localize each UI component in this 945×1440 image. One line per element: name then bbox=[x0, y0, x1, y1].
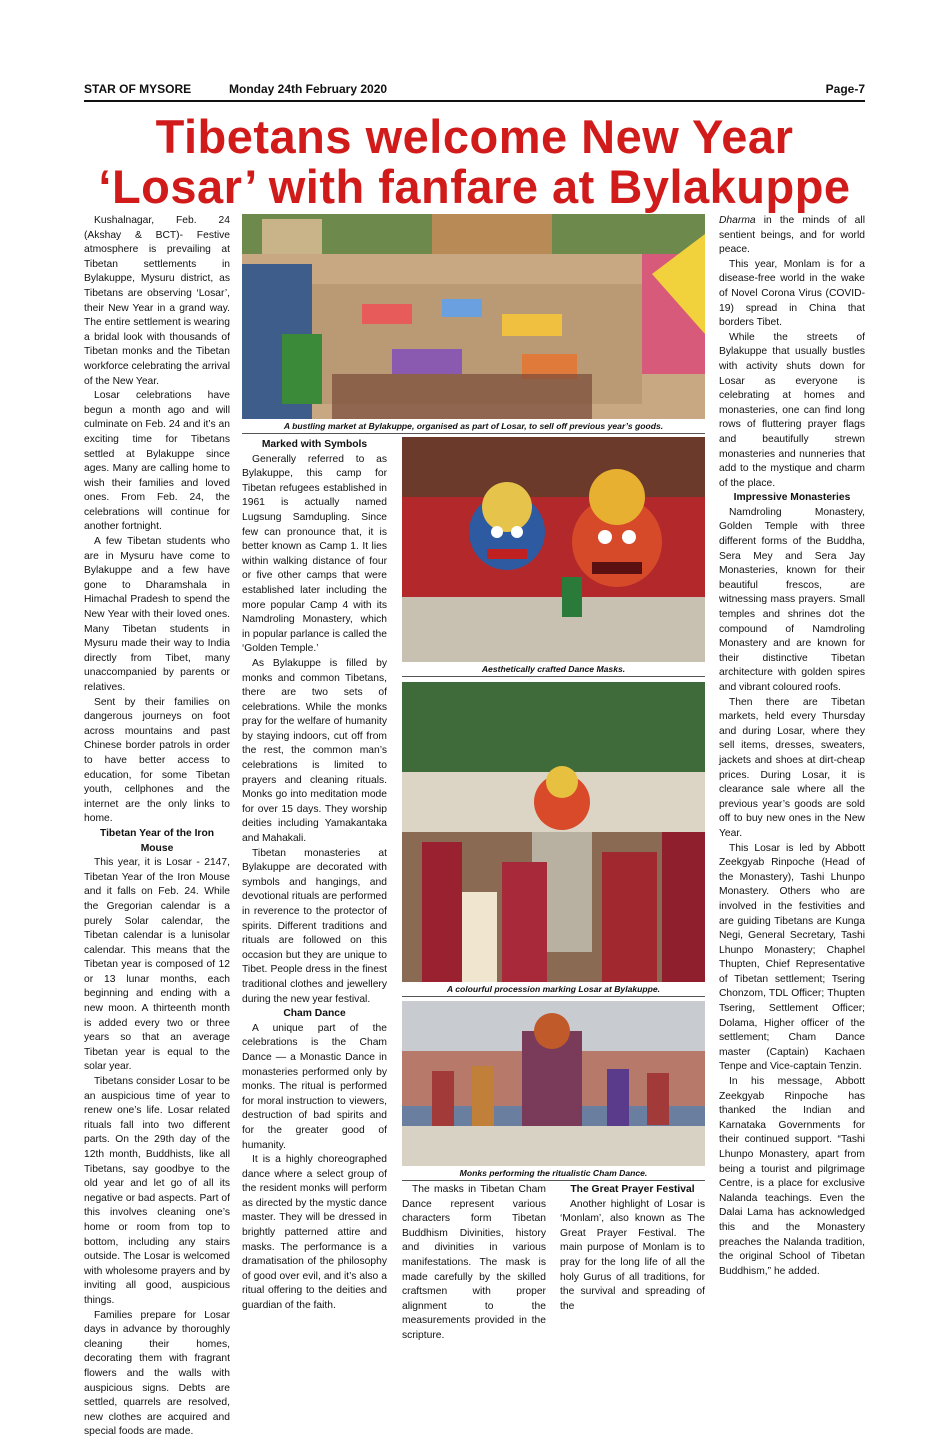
issue-date: Monday 24th February 2020 bbox=[229, 82, 388, 96]
paragraph: Sent by their families on dangerous journeys on foot across mountains and past Chinese border patrols in order to have better access to education, for some Tibetan youth, cellphones and the internet are the only links to home. bbox=[84, 696, 230, 825]
article-column-1 bbox=[84, 214, 230, 1440]
paragraph: This year, Monlam is for a disease-free world in the wake of Novel Corona Virus (COVID-19) spread in China that borders Tibet. bbox=[719, 258, 865, 329]
paragraph: Then there are Tibetan markets, held every Thursday and during Losar, where they sell items, dresses, sweaters, jackets and shoes at dirt-cheap prices. During Losar, it is clearance sale where all the previous year’s goods are sold off to buy new ones in the New Year. bbox=[719, 696, 865, 839]
headline-line-1: Tibetans welcome New Year bbox=[155, 110, 794, 163]
publication-name: STAR OF MYSORE bbox=[84, 82, 192, 96]
subheading: Tibetan Year of the Iron Mouse bbox=[99, 827, 215, 854]
paragraph: This Losar is led by Abbott Zeekgyab Rinpoche (Head of the Monastery), Tashi Lhunpo Monastery. Others who are involved in the festivities and are guiding Tibetans are Kunga Negi, General Secretary, Tashi Lhunpo Monastery; Chaphel Thupten, Chief Representative of Tibetan settlement; Tsering Chonzom, TDL Officer; Thupten Tsering, Settlement Officer; Dolama, Higher officer of the settlement; Cham Dance master (Captain) Kachaen Tenpe and Vice-captain Tenzin. bbox=[719, 842, 865, 1073]
dharma-italic: Dharma bbox=[719, 215, 756, 226]
paragraph: Losar celebrations have begun a month ago and will culminate on Feb. 24 and it’s an exciting time for Tibetans settled at Bylakuppe since ages. Many are calling home to wish their families and loved ones. From Feb. 24, the celebrations will continue for another fortnight. bbox=[84, 390, 230, 533]
procession-caption: A colourful procession marking Losar at Bylakuppe. bbox=[446, 984, 661, 994]
subheading: Impressive Monasteries bbox=[733, 492, 851, 504]
article-column-4 bbox=[560, 1183, 705, 1314]
article-column-3 bbox=[402, 1183, 546, 1344]
cham-dance-caption: Monks performing the ritualistic Cham Dance. bbox=[459, 1168, 648, 1178]
paragraph: Families prepare for Losar days in advance by thoroughly cleaning their homes, decorating them with fragrant flowers and the walls with auspicious signs. Debts are settled, quarrels are resolved, new clothes are acquired and special foods are made. bbox=[84, 1309, 230, 1438]
paragraph: The masks in Tibetan Cham Dance represent various characters form Tibetan Buddhism Divinities, history and divinities in various manifestations. The mask is made carefully by the skilled craftsmen with proper alignment to the measurements provided in the scripture. bbox=[402, 1184, 546, 1341]
subheading: Cham Dance bbox=[283, 1008, 346, 1020]
article-column-2 bbox=[242, 438, 387, 1314]
paragraph: As Bylakuppe is filled by monks and common Tibetans, there are two sets of celebrations. While the monks pray for the welfare of humanity by staying indoors, cut off from the rest, the common man’s celebrations is limited to prayers and cleaning rituals. Monks go into meditation mode for over 15 days. They worship deities including Yamakantaka and Mahakali. bbox=[242, 657, 387, 845]
headline-line-2: ‘Losar’ with fanfare at Bylakuppe bbox=[98, 160, 851, 213]
procession-photo bbox=[402, 682, 705, 982]
paragraph: A unique part of the celebrations is the Cham Dance — a Monastic Dance in monasteries performed only by monks. The ritual is performed for moral instruction to viewers, destruction of bad spirits and for the greater good of humanity. bbox=[242, 1022, 387, 1151]
paragraph: A few Tibetan students who are in Mysuru have come to Bylakuppe and a few have gone to Dharamshala in Himachal Pradesh to spend the New Year with their loved ones. Many Tibetan students in Mysuru made their way to India directly from Tibet, many unaccompanied by parents or relatives. bbox=[84, 536, 230, 693]
cham-dance-photo bbox=[402, 1001, 705, 1166]
masks-caption: Aesthetically crafted Dance Masks. bbox=[481, 664, 626, 674]
market-photo bbox=[242, 214, 705, 419]
paragraph bbox=[719, 214, 865, 258]
paragraph: This year, it is Losar - 2147, Tibetan Year of the Iron Mouse and it falls on Feb. 24. While the Gregorian calendar is a purely Solar calendar, the Tibetan calendar is a lunisolar calendar. This means that the Tibetan year is composed of 12 or 13 lunar months, each beginning and ending with a new moon. A thirteenth month is added every two or three years so that an average Tibetan year is equal to the solar year. bbox=[84, 857, 230, 1073]
paragraph: Namdroling Monastery, Golden Temple with three different forms of the Buddha, Sera Mey and Sera Jay Monasteries, known for their beautiful frescos, are witnessing mass prayers. Small temples and shrines dot the compound of Namdroling Monastery and are known for their distinctive Tibetan architecture with golden spires and vibrant coloured roofs. bbox=[719, 506, 865, 693]
text-run: Another highlight of Losar is ‘Monlam’, also known as The Great Prayer Festival. The main purpose of Monlam is to pray for the long life of all the holy Gurus of all traditions, for the survival and spreading of the bbox=[560, 1198, 705, 1312]
market-caption: A bustling market at Bylakuppe, organised as part of Losar, to sell off previous year’s goods. bbox=[283, 421, 664, 431]
paragraph bbox=[560, 1198, 705, 1315]
article-column-5 bbox=[719, 214, 865, 1279]
page-number: Page-7 bbox=[825, 82, 865, 96]
paragraph: Tibetans consider Losar to be an auspicious time of year to renew one’s life. Losar related rituals fall into two different parts. On the 29th day of the 12th month, Buddhists, like all Tibetans, say goodbye to the old year and let go of all its negative or bad aspects. Part of this involves cleaning one’s home or room from top to bottom, including any stairs outside. The Losar is welcomed with wholesome prayers and by inviting all good, auspicious things. bbox=[84, 1076, 230, 1306]
text-run: in the minds of all sentient beings, and for world peace. bbox=[719, 215, 865, 256]
paragraph: Tibetan monasteries at Bylakuppe are decorated with symbols and hangings, and devotional rituals are performed in reverence to the protector of spirits. Different traditions and rituals are followed on this occasion but they are unique to Tibet. People dress in the finest traditional clothes and jewellery during the new year festival. bbox=[242, 847, 387, 1005]
masks-photo bbox=[402, 437, 705, 662]
subheading: Marked with Symbols bbox=[261, 439, 368, 450]
subheading: The Great Prayer Festival bbox=[570, 1184, 695, 1195]
paragraph: While the streets of Bylakuppe that usually bustles with activity shuts down for Losar as everyone is celebrating at homes and monasteries, one can find long rows of fluttering prayer flags and beautifully strewn monasteries and nunneries that add to the mystique and charm of the place. bbox=[719, 331, 865, 489]
masthead bbox=[84, 80, 865, 102]
paragraph: Generally referred to as Bylakuppe, this camp for Tibetan refugees established in 1961 is actually named Lugsung Samdupling. Since few can pronounce that, it is better known as Camp 1. It lies within walking distance of four or five other camps that were established later including the more popular Camp 4 with its Namdroling Monastery, which in popular parlance is called the ‘Golden Temple.’ bbox=[242, 453, 387, 655]
paragraph: Kushalnagar, Feb. 24 (Akshay & BCT)- Festive atmosphere is prevailing at Tibetan settlements in Bylakuppe, Mysuru district, as Tibetans are observing ‘Losar’, their New Year in a grand way. The entire settlement is wearing a bridal look with thousands of Tibetan monks and the Tibetan workforce celebrating the arrival of the New Year. bbox=[84, 215, 230, 387]
paragraph: It is a highly choreographed dance where a select group of the resident monks will perform as directed by the mystic dance master. They will be dressed in brightly patterned attire and masks. The performance is a dramatisation of the philosophy of good over evil, and it’s also a ritual offering to the deities and guardian of the faith. bbox=[242, 1154, 387, 1312]
paragraph: In his message, Abbott Zeekgyab Rinpoche has thanked the Indian and Karnataka Governments for their continued support. “Tashi Lhunpo Monastery, apart from being a tourist and pilgrimage Centre, is a place for exclusive Nalanda teachings. Even the Dalai Lama has acknowledged this and the Monastery preaches the Nalanda tradition, the original School of Tibetan Buddhism,” he added. bbox=[719, 1076, 865, 1277]
